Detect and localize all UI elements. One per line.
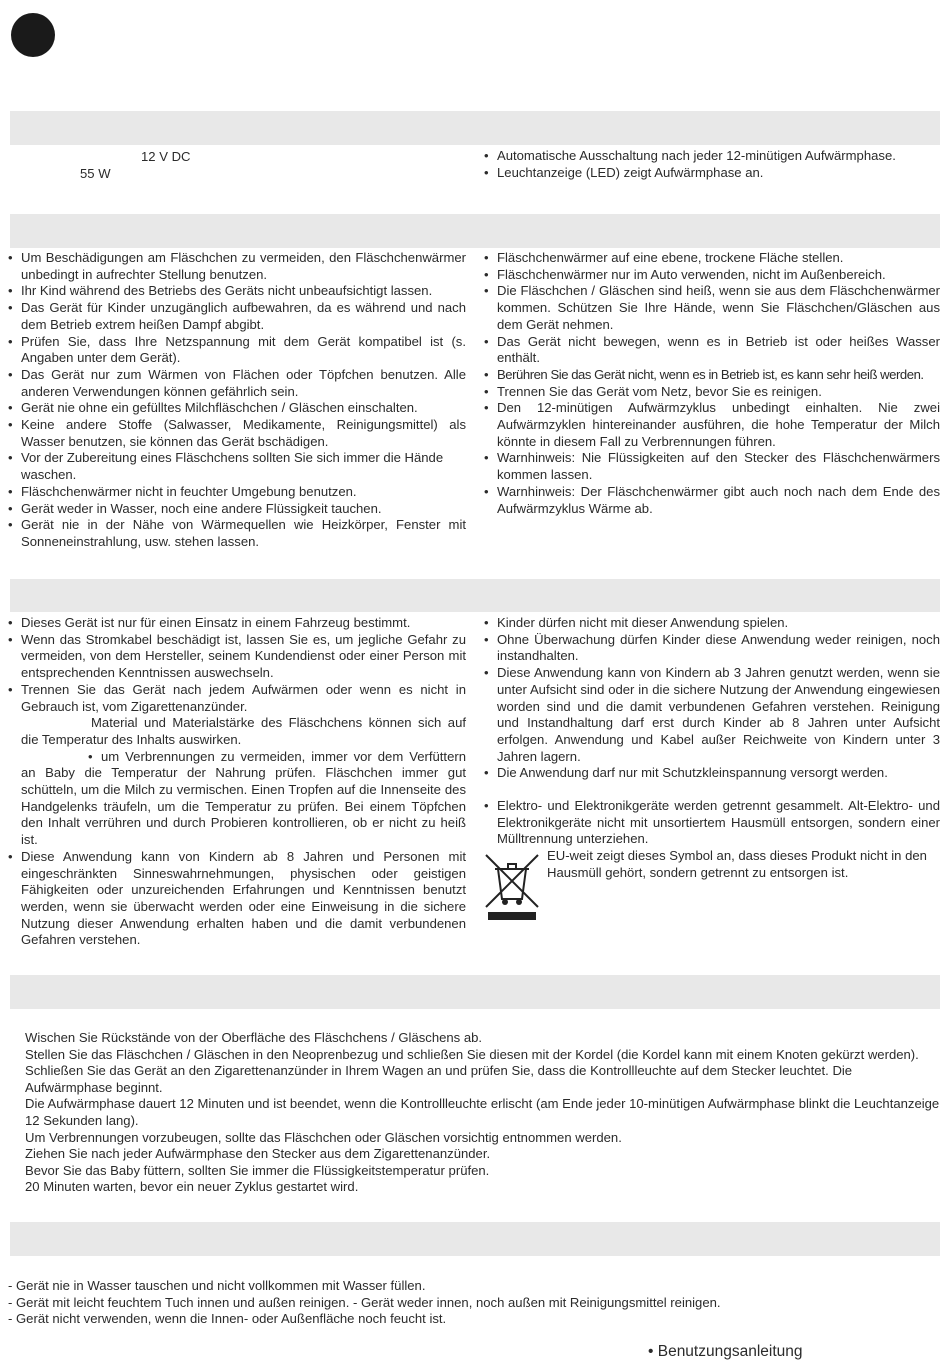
footer-manual-label: • Benutzungsanleitung (648, 1343, 803, 1360)
disposal-note: • Elektro- und Elektronikgeräte werden getrennt gesammelt. Alt-Elektro- und Elektronikgeräte nicht mit unsortiertem Hausmüll entsorgen, sondern einer Mülltrennung unterziehen. (484, 798, 940, 848)
list-item: • Fläschchenwärmer nicht in feuchter Umgebung benutzen. (8, 484, 466, 501)
usage-step: Wischen Sie Rückstände von der Oberfläche des Fläschchens / Gläschens ab. (25, 1030, 483, 1045)
weee-symbol-note: EU-weit zeigt dieses Symbol an, dass dieses Produkt nicht in den Hausmüll gehört, sondern getrennt zu entsorgen ist. (547, 848, 927, 880)
usage-step: 20 Minuten warten, bevor ein neuer Zyklus gestartet wird. (25, 1179, 359, 1195)
section-header-safety (10, 214, 940, 248)
list-item: • Warnhinweis: Nie Flüssigkeiten auf den Stecker des Fläschchenwärmers kommen lassen. (484, 450, 940, 483)
list-item: Material und Materialstärke des Fläschchens können sich auf die Temperatur des Inhalts auswirken. (21, 715, 466, 747)
list-item: • Trennen Sie das Gerät vom Netz, bevor Sie es reinigen. (484, 384, 940, 401)
list-item: • Warnhinweis: Der Fläschchenwärmer gibt auch noch nach dem Ende des Aufwärmzyklus Wärme ab. (484, 484, 940, 517)
care-item: - Gerät mit leicht feuchtem Tuch innen und außen reinigen. - Gerät weder innen, noch außen mit Reinigungsmittel reinigen. (8, 1294, 721, 1310)
usage-step: Ziehen Sie nach jeder Aufwärmphase den Stecker aus dem Zigarettenanzünder. (25, 1146, 491, 1162)
care-item: - Gerät nicht verwenden, wenn die Innen- oder Außenfläche noch feucht ist. (8, 1311, 447, 1327)
list-item: • Dieses Gerät ist nur für einen Einsatz in einem Fahrzeug bestimmt. (8, 615, 466, 632)
list-item: • um Verbrennungen zu vermeiden, immer vor dem Verfüttern an Baby die Temperatur der Nahrung prüfen. Fläschchen immer gut schütteln, um die Milch zu vermischen. Einen Tropfen auf die Innenseite des Handgelenks träufeln, um die Temperatur zu prüfen. Bei einem Töpfchen den Inhalt verrühren und durch Probieren kontrollieren, ob er nicht zu heiß ist. (8, 749, 466, 849)
care-item: - Gerät nie in Wasser tauschen und nicht vollkommen mit Wasser füllen. (8, 1278, 426, 1293)
safety-left-column (8, 250, 466, 551)
warnings-left-column (8, 615, 466, 949)
section-header-warnings (10, 579, 940, 612)
warnings-right-column (484, 615, 940, 848)
spec-power: 55 W (80, 166, 111, 181)
language-marker-dot (11, 13, 55, 57)
list-item: • Gerät nie ohne ein gefülltes Milchfläschchen / Gläschen einschalten. (8, 400, 466, 417)
weee-crossed-bin-icon (484, 851, 540, 921)
list-item: • Um Beschädigungen am Fläschchen zu vermeiden, den Fläschchenwärmer unbedingt in aufrechter Stellung benutzen. (8, 250, 466, 283)
list-item: • Gerät nie in der Nähe von Wärmequellen wie Heizkörper, Fenster mit Sonneneinstrahlung, usw. stehen lassen. (8, 517, 466, 550)
list-item: • Das Gerät für Kinder unzugänglich aufbewahren, da es während und nach dem Betrieb extrem heißen Dampf abgibt. (8, 300, 466, 333)
list-item: • Gerät weder in Wasser, noch eine andere Flüssigkeit tauchen. (8, 501, 466, 518)
usage-step: Stellen Sie das Fläschchen / Gläschen in den Neoprenbezug und schließen Sie diesen mit der Kordel (die Kordel kann mit einem Knoten gekürzt werden). (25, 1046, 919, 1062)
usage-step: Die Aufwärmphase dauert 12 Minuten und ist beendet, wenn die Kontrollleuchte erlischt (am Ende jeder 10-minütigen Aufwärmphase blinkt die Leuchtanzeige 12 Sekunden lang). (25, 1096, 940, 1128)
spec-voltage: 12 V DC (141, 149, 191, 164)
usage-instructions (25, 1030, 940, 1196)
list-item: • Das Gerät nur zum Wärmen von Flächen oder Töpfchen benutzen. Alle anderen Verwendungen können gefährlich sein. (8, 367, 466, 400)
list-item: • Vor der Zubereitung eines Fläschchens sollten Sie sich immer die Hände waschen. (8, 450, 466, 483)
list-item: • Fläschchenwärmer auf eine ebene, trockene Fläche stellen. (484, 250, 940, 267)
section-header-usage (10, 975, 940, 1009)
section-header-specs (10, 111, 940, 145)
list-item: • Ihr Kind während des Betriebs des Geräts nicht unbeaufsichtigt lassen. (8, 283, 466, 300)
list-item: • Automatische Ausschaltung nach jeder 12-minütigen Aufwärmphase. (484, 148, 940, 165)
care-instructions (8, 1278, 940, 1328)
usage-step: Bevor Sie das Baby füttern, sollten Sie immer die Flüssigkeitstemperatur prüfen. (25, 1162, 490, 1178)
list-item: • Diese Anwendung kann von Kindern ab 3 Jahren genutzt werden, wenn sie unter Aufsicht sind oder in die sichere Nutzung der Anwendung eingewiesen worden sind und die damit verbundenen Gefahren verstehen. Reinigung und Instandhaltung darf erst durch Kinder ab 8 Jahren unter Aufsicht erfolgen. Anwendung und Kabel außer Reichweite von Kindern unter 3 Jahren lagern. (484, 665, 940, 765)
usage-step: Um Verbrennungen vorzubeugen, sollte das Fläschchen oder Gläschen vorsichtig entnommen werden. (25, 1129, 622, 1145)
list-item: • Wenn das Stromkabel beschädigt ist, lassen Sie es, um jegliche Gefahr zu vermeiden, von dem Hersteller, seinem Kundendienst oder einer Person mit entsprechenden Kenntnissen auswechseln. (8, 632, 466, 682)
list-item: • Die Fläschchen / Gläschen sind heiß, wenn sie aus dem Fläschchenwärmer kommen. Schützen Sie Ihre Hände, wenn Sie Fläschchen/Gläschen aus dem Gerät nehmen. (484, 283, 940, 333)
list-item: • Keine andere Stoffe (Salwasser, Medikamente, Reinigungsmittel) als Wasser benutzen, sie können das Gerät bschädigen. (8, 417, 466, 450)
section-header-care (10, 1222, 940, 1256)
list-item: • Ohne Überwachung dürfen Kinder diese Anwendung weder reinigen, noch instandhalten. (484, 632, 940, 665)
list-item: • Diese Anwendung kann von Kindern ab 8 Jahren und Personen mit eingeschränkten Sinneswahrnehmungen, physischen oder geistigen Fähigkeiten oder unzureichenden Erfahrungen und Kenntnissen benutzt werden, wenn sie überwacht werden oder eine Einweisung in die sichere Nutzung dieser Anwendung erhalten haben und die damit verbundenen Gefahren verstehen. (8, 849, 466, 949)
list-item: • Berühren Sie das Gerät nicht, wenn es in Betrieb ist, es kann sehr heiß werden. (484, 367, 940, 384)
list-item: • Kinder dürfen nicht mit dieser Anwendung spielen. (484, 615, 940, 632)
list-item: • Prüfen Sie, dass Ihre Netzspannung mit dem Gerät kompatibel ist (s. Angaben unter dem Gerät). (8, 334, 466, 367)
usage-step: Schließen Sie das Gerät an den Zigarettenanzünder in Ihrem Wagen an und prüfen Sie, dass die Kontrollleuchte auf dem Stecker leuchtet. Die Aufwärmphase beginnt. (25, 1063, 853, 1095)
list-item: • Den 12-minütigen Aufwärmzyklus unbedingt einhalten. Nie zwei Aufwärmzyklen hintereinander ausführen, die hohe Temperatur der Milch könnte in diesem Fall zu Verbrennungen führen. (484, 400, 940, 450)
list-item: • Fläschchenwärmer nur im Auto verwenden, nicht im Außenbereich. (484, 267, 940, 284)
list-item: • Die Anwendung darf nur mit Schutzkleinspannung versorgt werden. (484, 765, 940, 782)
safety-right-column (484, 250, 940, 517)
list-item: • Trennen Sie das Gerät nach jedem Aufwärmen oder wenn es nicht in Gebrauch ist, vom Zigarettenanzünder. (8, 682, 466, 715)
list-item: • Das Gerät nicht bewegen, wenn es in Betrieb ist oder heißes Wasser enthält. (484, 334, 940, 367)
spec-features (484, 148, 940, 181)
list-item: • Leuchtanzeige (LED) zeigt Aufwärmphase an. (484, 165, 940, 182)
